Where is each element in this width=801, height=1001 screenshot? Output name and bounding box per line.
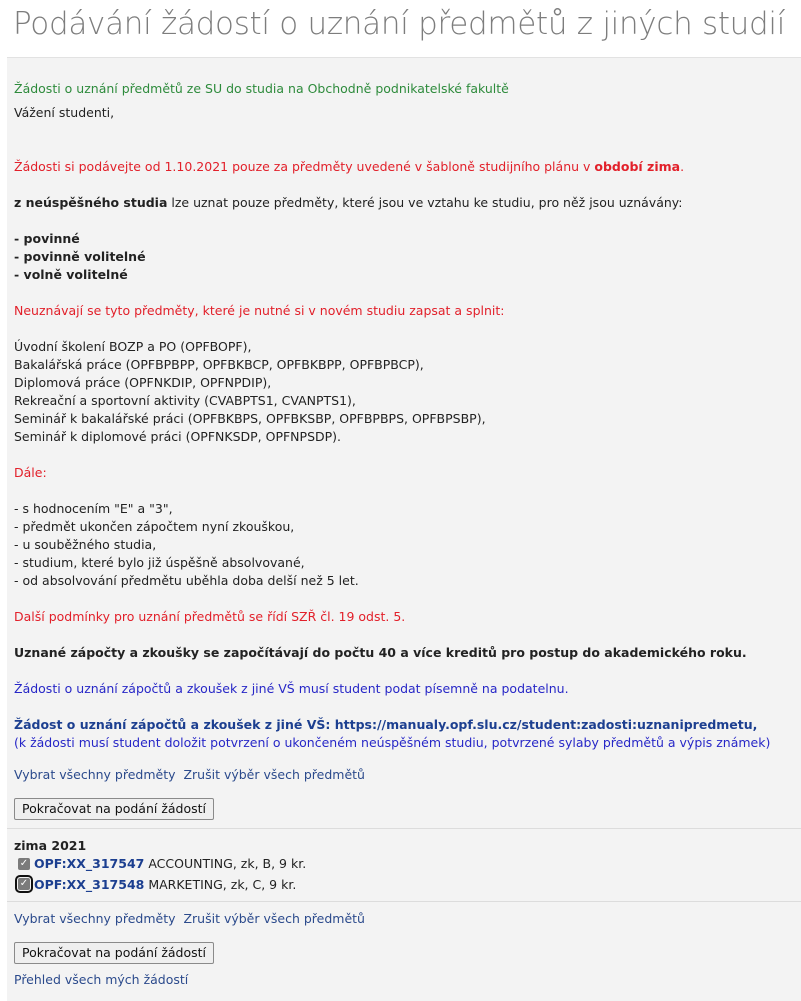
subject-row (34, 855, 306, 873)
further-item: - studium, které bylo již úspěšně absolvované, (14, 555, 305, 570)
semester-label: zima 2021 (14, 838, 87, 853)
not-recognized-item: Rekreační a sportovní aktivity (CVABPTS1, CVANPTS1), (14, 393, 356, 408)
credits-note: Uznané zápočty a zkoušky se započítávají do počtu 40 a více kreditů pro postup do akademického roku. (14, 645, 747, 660)
deselect-all-link[interactable]: Zrušit výběr všech předmětů (183, 911, 365, 926)
notice-end: . (680, 159, 685, 174)
further-item: - u souběžného studia, (14, 537, 157, 552)
type-item: - povinné (14, 231, 80, 246)
divider (7, 901, 801, 902)
page-title: Podávání žádostí o uznání předmětů z jiných studií (13, 6, 786, 42)
not-recognized-item: Bakalářská práce (OPFBPBPP, OPFBKBCP, OPFBKBPP, OPFBPBCP), (14, 357, 424, 372)
other-vs-note: Žádosti o uznání zápočtů a zkoušek z jiné VŠ musí student podat písemně na podatelnu. (14, 681, 569, 696)
selection-links-bottom (14, 910, 365, 928)
subject-desc: ACCOUNTING, zk, B, 9 kr. (144, 856, 307, 871)
overview-link[interactable]: Přehled všech mých žádostí (14, 972, 189, 987)
continue-button[interactable]: Pokračovat na podání žádostí (14, 798, 214, 820)
further-item: - s hodnocením "E" a "3", (14, 501, 173, 516)
type-item: - volně volitelné (14, 267, 128, 282)
other-vs-hint: (k žádosti musí student doložit potvrzení o ukončeném neúspěšném studiu, potvrzené sylaby předmětů a výpis známek) (14, 735, 771, 750)
not-recognized-item: Diplomová práce (OPFNKDIP, OPFNPDIP), (14, 375, 272, 390)
further-item: - od absolvování předmětu uběhla doba delší než 5 let. (14, 573, 359, 588)
type-item: - povinně volitelné (14, 249, 146, 264)
not-recognized-item: Seminář k diplomové práci (OPFNKSDP, OPFNPSDP). (14, 429, 342, 444)
notice (14, 158, 684, 176)
notice-text: Žádosti si podávejte od 1.10.2021 pouze za předměty uvedené v šabloně studijního plánu v (14, 159, 595, 174)
not-recognized-item: Úvodní školení BOZP a PO (OPFBOPF), (14, 339, 252, 354)
subject-checkbox[interactable]: ✓ (19, 878, 29, 889)
further-heading: Dále: (14, 465, 47, 480)
subject-desc: MARKETING, zk, C, 9 kr. (144, 877, 297, 892)
deselect-all-link[interactable]: Zrušit výběr všech předmětů (183, 767, 365, 782)
subtitle: Žádosti o uznání předmětů ze SU do studia na Obchodně podnikatelské fakultě (14, 81, 509, 96)
subject-code: OPF:XX_317548 (34, 877, 145, 892)
select-all-link[interactable]: Vybrat všechny předměty (14, 767, 176, 782)
unsuccessful-text: lze uznat pouze předměty, které jsou ve vztahu ke studiu, pro něž jsou uznávány: (167, 195, 683, 210)
divider (7, 828, 801, 829)
greeting: Vážení studenti, (14, 105, 115, 120)
subject-code: OPF:XX_317547 (34, 856, 145, 871)
selection-links (14, 766, 365, 784)
subject-row (34, 876, 296, 894)
select-all-link[interactable]: Vybrat všechny předměty (14, 911, 176, 926)
other-vs-link[interactable]: Žádost o uznání zápočtů a zkoušek z jiné VŠ: https://manualy.opf.slu.cz/student:zadosti:uznanipredmetu, (14, 717, 758, 732)
not-recognized-heading: Neuznávají se tyto předměty, které je nutné si v novém studiu zapsat a splnit: (14, 303, 505, 318)
further-item: - předmět ukončen zápočtem nyní zkouškou, (14, 519, 295, 534)
continue-button-bottom[interactable]: Pokračovat na podání žádostí (14, 942, 214, 964)
not-recognized-item: Seminář k bakalářské práci (OPFBKBPS, OPFBKSBP, OPFBPBPS, OPFBPSBP), (14, 411, 486, 426)
unsuccessful-note (14, 194, 682, 212)
conditions-note: Další podmínky pro uznání předmětů se řídí SZŘ čl. 19 odst. 5. (14, 609, 406, 624)
notice-bold: období zima (594, 159, 681, 174)
unsuccessful-bold: z neúspěšného studia (14, 195, 168, 210)
main-content (7, 57, 801, 1001)
subject-checkbox[interactable]: ✓ (19, 858, 29, 869)
